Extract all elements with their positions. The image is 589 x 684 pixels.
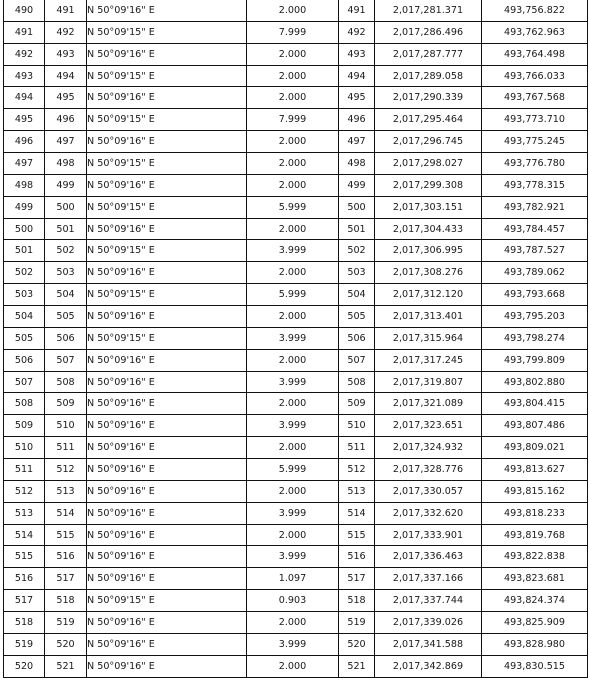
bearing-cell: N 50°09'16" E [87,393,247,415]
to-station-cell: 513 [45,480,87,502]
easting-cell: 493,815.162 [482,480,588,502]
point-number-cell: 493 [339,43,375,65]
point-number-cell: 499 [339,174,375,196]
bearing-cell: N 50°09'16" E [87,131,247,153]
point-number-cell: 513 [339,480,375,502]
bearing-cell: N 50°09'16" E [87,0,247,21]
to-station-cell: 507 [45,349,87,371]
from-station-cell: 520 [4,655,45,677]
northing-cell: 2,017,298.027 [375,153,482,175]
easting-cell: 493,789.062 [482,262,588,284]
table-row [4,0,588,21]
table-row [4,349,588,371]
easting-cell: 493,776.780 [482,153,588,175]
distance-cell: 3.999 [247,633,339,655]
bearing-cell: N 50°09'15" E [87,327,247,349]
northing-cell: 2,017,313.401 [375,306,482,328]
distance-cell: 7.999 [247,21,339,43]
easting-cell: 493,828.980 [482,633,588,655]
easting-cell: 493,825.909 [482,612,588,634]
distance-cell: 2.000 [247,612,339,634]
northing-cell: 2,017,317.245 [375,349,482,371]
to-station-cell: 504 [45,284,87,306]
to-station-cell: 521 [45,655,87,677]
bearing-cell: N 50°09'15" E [87,21,247,43]
northing-cell: 2,017,339.026 [375,612,482,634]
bearing-cell: N 50°09'15" E [87,65,247,87]
from-station-cell: 494 [4,87,45,109]
from-station-cell: 506 [4,349,45,371]
bearing-cell: N 50°09'16" E [87,306,247,328]
from-station-cell: 514 [4,524,45,546]
to-station-cell: 492 [45,21,87,43]
table-row [4,371,588,393]
table-row [4,284,588,306]
easting-cell: 493,775.245 [482,131,588,153]
easting-cell: 493,822.838 [482,546,588,568]
point-number-cell: 494 [339,65,375,87]
distance-cell: 2.000 [247,306,339,328]
northing-cell: 2,017,312.120 [375,284,482,306]
table-row [4,459,588,481]
point-number-cell: 512 [339,459,375,481]
easting-cell: 493,818.233 [482,502,588,524]
from-station-cell: 502 [4,262,45,284]
table-row [4,437,588,459]
northing-cell: 2,017,342.869 [375,655,482,677]
easting-cell: 493,830.515 [482,655,588,677]
to-station-cell: 516 [45,546,87,568]
easting-cell: 493,766.033 [482,65,588,87]
from-station-cell: 497 [4,153,45,175]
easting-cell: 493,784.457 [482,218,588,240]
bearing-cell: N 50°09'15" E [87,153,247,175]
from-station-cell: 513 [4,502,45,524]
bearing-cell: N 50°09'16" E [87,502,247,524]
northing-cell: 2,017,321.089 [375,393,482,415]
table-row [4,568,588,590]
point-number-cell: 515 [339,524,375,546]
easting-cell: 493,824.374 [482,590,588,612]
table-row [4,21,588,43]
from-station-cell: 491 [4,21,45,43]
table-row [4,196,588,218]
northing-cell: 2,017,295.464 [375,109,482,131]
distance-cell: 2.000 [247,131,339,153]
from-station-cell: 517 [4,590,45,612]
distance-cell: 3.999 [247,240,339,262]
distance-cell: 2.000 [247,0,339,21]
table-row [4,174,588,196]
from-station-cell: 507 [4,371,45,393]
distance-cell: 2.000 [247,43,339,65]
northing-cell: 2,017,287.777 [375,43,482,65]
bearing-cell: N 50°09'16" E [87,87,247,109]
distance-cell: 2.000 [247,437,339,459]
point-number-cell: 511 [339,437,375,459]
northing-cell: 2,017,337.166 [375,568,482,590]
table-row [4,502,588,524]
easting-cell: 493,819.768 [482,524,588,546]
easting-cell: 493,764.498 [482,43,588,65]
bearing-cell: N 50°09'16" E [87,437,247,459]
bearing-cell: N 50°09'15" E [87,284,247,306]
northing-cell: 2,017,328.776 [375,459,482,481]
to-station-cell: 506 [45,327,87,349]
from-station-cell: 492 [4,43,45,65]
table-row [4,590,588,612]
northing-cell: 2,017,306.995 [375,240,482,262]
point-number-cell: 516 [339,546,375,568]
to-station-cell: 515 [45,524,87,546]
to-station-cell: 508 [45,371,87,393]
to-station-cell: 493 [45,43,87,65]
easting-cell: 493,809.021 [482,437,588,459]
from-station-cell: 490 [4,0,45,21]
point-number-cell: 520 [339,633,375,655]
table-row [4,633,588,655]
bearing-cell: N 50°09'16" E [87,633,247,655]
table-row [4,65,588,87]
point-number-cell: 500 [339,196,375,218]
table-row [4,131,588,153]
to-station-cell: 517 [45,568,87,590]
bearing-cell: N 50°09'16" E [87,262,247,284]
distance-cell: 3.999 [247,502,339,524]
northing-cell: 2,017,299.308 [375,174,482,196]
point-number-cell: 491 [339,0,375,21]
to-station-cell: 509 [45,393,87,415]
point-number-cell: 507 [339,349,375,371]
table-row [4,612,588,634]
bearing-cell: N 50°09'16" E [87,174,247,196]
distance-cell: 2.000 [247,87,339,109]
bearing-cell: N 50°09'16" E [87,218,247,240]
easting-cell: 493,795.203 [482,306,588,328]
from-station-cell: 512 [4,480,45,502]
northing-cell: 2,017,337.744 [375,590,482,612]
table-row [4,262,588,284]
point-number-cell: 518 [339,590,375,612]
from-station-cell: 515 [4,546,45,568]
from-station-cell: 516 [4,568,45,590]
easting-cell: 493,804.415 [482,393,588,415]
distance-cell: 2.000 [247,262,339,284]
distance-cell: 5.999 [247,459,339,481]
from-station-cell: 511 [4,459,45,481]
bearing-cell: N 50°09'16" E [87,371,247,393]
northing-cell: 2,017,341.588 [375,633,482,655]
northing-cell: 2,017,289.058 [375,65,482,87]
to-station-cell: 499 [45,174,87,196]
distance-cell: 3.999 [247,546,339,568]
bearing-cell: N 50°09'15" E [87,196,247,218]
distance-cell: 0.903 [247,590,339,612]
point-number-cell: 510 [339,415,375,437]
bearing-cell: N 50°09'16" E [87,568,247,590]
to-station-cell: 505 [45,306,87,328]
survey-table [3,0,588,678]
easting-cell: 493,778.315 [482,174,588,196]
point-number-cell: 514 [339,502,375,524]
easting-cell: 493,773.710 [482,109,588,131]
distance-cell: 2.000 [247,480,339,502]
point-number-cell: 506 [339,327,375,349]
point-number-cell: 521 [339,655,375,677]
from-station-cell: 496 [4,131,45,153]
point-number-cell: 502 [339,240,375,262]
table-row [4,480,588,502]
distance-cell: 7.999 [247,109,339,131]
from-station-cell: 500 [4,218,45,240]
distance-cell: 3.999 [247,415,339,437]
table-row [4,153,588,175]
to-station-cell: 501 [45,218,87,240]
bearing-cell: N 50°09'16" E [87,546,247,568]
distance-cell: 5.999 [247,196,339,218]
to-station-cell: 510 [45,415,87,437]
point-number-cell: 509 [339,393,375,415]
bearing-cell: N 50°09'16" E [87,415,247,437]
point-number-cell: 495 [339,87,375,109]
from-station-cell: 495 [4,109,45,131]
to-station-cell: 519 [45,612,87,634]
bearing-cell: N 50°09'16" E [87,612,247,634]
from-station-cell: 505 [4,327,45,349]
northing-cell: 2,017,286.496 [375,21,482,43]
easting-cell: 493,782.921 [482,196,588,218]
bearing-cell: N 50°09'16" E [87,43,247,65]
distance-cell: 2.000 [247,655,339,677]
bearing-cell: N 50°09'16" E [87,524,247,546]
distance-cell: 2.000 [247,393,339,415]
northing-cell: 2,017,315.964 [375,327,482,349]
table-row [4,415,588,437]
table-row [4,43,588,65]
distance-cell: 2.000 [247,65,339,87]
easting-cell: 493,802.880 [482,371,588,393]
northing-cell: 2,017,330.057 [375,480,482,502]
point-number-cell: 496 [339,109,375,131]
distance-cell: 2.000 [247,524,339,546]
northing-cell: 2,017,324.932 [375,437,482,459]
from-station-cell: 509 [4,415,45,437]
easting-cell: 493,787.527 [482,240,588,262]
to-station-cell: 511 [45,437,87,459]
to-station-cell: 497 [45,131,87,153]
northing-cell: 2,017,290.339 [375,87,482,109]
distance-cell: 3.999 [247,371,339,393]
to-station-cell: 498 [45,153,87,175]
easting-cell: 493,823.681 [482,568,588,590]
distance-cell: 2.000 [247,349,339,371]
to-station-cell: 500 [45,196,87,218]
point-number-cell: 498 [339,153,375,175]
bearing-cell: N 50°09'16" E [87,655,247,677]
point-number-cell: 508 [339,371,375,393]
table-row [4,655,588,677]
point-number-cell: 501 [339,218,375,240]
distance-cell: 3.999 [247,327,339,349]
point-number-cell: 504 [339,284,375,306]
from-station-cell: 519 [4,633,45,655]
northing-cell: 2,017,304.433 [375,218,482,240]
bearing-cell: N 50°09'15" E [87,240,247,262]
table-row [4,393,588,415]
point-number-cell: 492 [339,21,375,43]
from-station-cell: 518 [4,612,45,634]
to-station-cell: 514 [45,502,87,524]
table-row [4,306,588,328]
point-number-cell: 517 [339,568,375,590]
from-station-cell: 510 [4,437,45,459]
point-number-cell: 497 [339,131,375,153]
from-station-cell: 504 [4,306,45,328]
distance-cell: 5.999 [247,284,339,306]
from-station-cell: 493 [4,65,45,87]
easting-cell: 493,798.274 [482,327,588,349]
table-row [4,218,588,240]
to-station-cell: 520 [45,633,87,655]
table-row [4,327,588,349]
from-station-cell: 499 [4,196,45,218]
point-number-cell: 519 [339,612,375,634]
bearing-cell: N 50°09'16" E [87,480,247,502]
to-station-cell: 495 [45,87,87,109]
northing-cell: 2,017,303.151 [375,196,482,218]
northing-cell: 2,017,296.745 [375,131,482,153]
to-station-cell: 518 [45,590,87,612]
to-station-cell: 494 [45,65,87,87]
table-row [4,87,588,109]
easting-cell: 493,762.963 [482,21,588,43]
survey-table-body [4,0,588,677]
easting-cell: 493,807.486 [482,415,588,437]
from-station-cell: 508 [4,393,45,415]
northing-cell: 2,017,308.276 [375,262,482,284]
table-row [4,546,588,568]
to-station-cell: 502 [45,240,87,262]
distance-cell: 2.000 [247,218,339,240]
from-station-cell: 503 [4,284,45,306]
to-station-cell: 503 [45,262,87,284]
to-station-cell: 491 [45,0,87,21]
point-number-cell: 505 [339,306,375,328]
distance-cell: 1.097 [247,568,339,590]
northing-cell: 2,017,281.371 [375,0,482,21]
bearing-cell: N 50°09'16" E [87,349,247,371]
northing-cell: 2,017,332.620 [375,502,482,524]
table-row [4,109,588,131]
from-station-cell: 501 [4,240,45,262]
point-number-cell: 503 [339,262,375,284]
northing-cell: 2,017,333.901 [375,524,482,546]
easting-cell: 493,767.568 [482,87,588,109]
to-station-cell: 496 [45,109,87,131]
table-row [4,524,588,546]
bearing-cell: N 50°09'15" E [87,590,247,612]
from-station-cell: 498 [4,174,45,196]
northing-cell: 2,017,336.463 [375,546,482,568]
distance-cell: 2.000 [247,153,339,175]
northing-cell: 2,017,323.651 [375,415,482,437]
bearing-cell: N 50°09'16" E [87,459,247,481]
northing-cell: 2,017,319.807 [375,371,482,393]
bearing-cell: N 50°09'15" E [87,109,247,131]
easting-cell: 493,813.627 [482,459,588,481]
to-station-cell: 512 [45,459,87,481]
easting-cell: 493,756.822 [482,0,588,21]
table-row [4,240,588,262]
distance-cell: 2.000 [247,174,339,196]
easting-cell: 493,799.809 [482,349,588,371]
easting-cell: 493,793.668 [482,284,588,306]
